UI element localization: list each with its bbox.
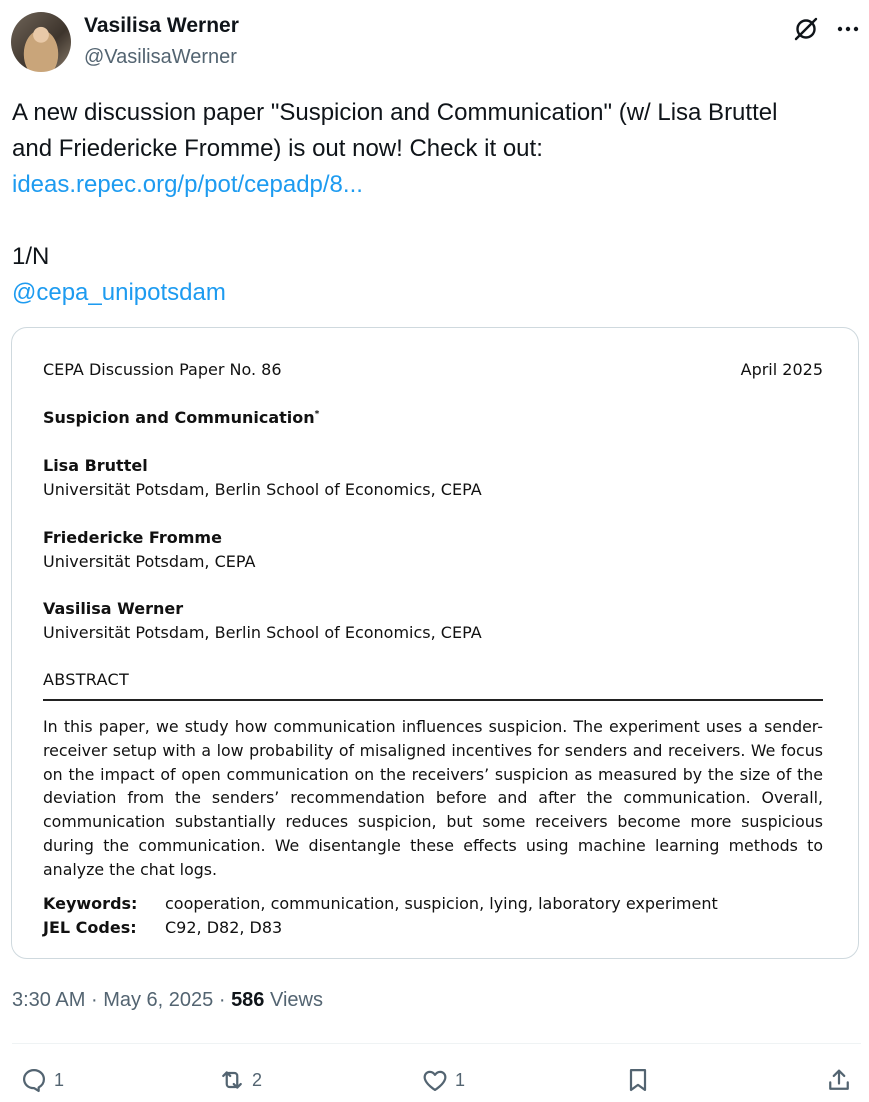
share-button[interactable]	[825, 1066, 853, 1094]
keywords-value: cooperation, communication, suspicion, lying, laboratory experiment	[165, 894, 718, 913]
title-footnote-mark: *	[314, 409, 320, 420]
like-count: 1	[455, 1069, 466, 1090]
reply-button[interactable]	[20, 1066, 64, 1094]
views-count: 586	[231, 989, 265, 1011]
tweet-text	[12, 95, 852, 311]
post-date[interactable]: May 6, 2025	[103, 989, 214, 1011]
author-affiliation: Universität Potsdam, Berlin School of Economics, CEPA	[43, 480, 482, 499]
thread-marker: 1/N	[12, 243, 50, 270]
more-icon[interactable]	[834, 15, 862, 43]
bookmark-icon	[624, 1066, 652, 1094]
reply-icon	[20, 1066, 48, 1094]
abstract-rule	[43, 699, 823, 701]
paper-link[interactable]: ideas.repec.org/p/pot/cepadp/8...	[12, 171, 363, 198]
like-button[interactable]	[421, 1066, 465, 1094]
avatar[interactable]	[11, 12, 71, 72]
author-name: Friedericke Fromme	[43, 528, 222, 547]
author-block	[43, 454, 482, 502]
tweet-timestamp: 3:30 AM · May 6, 2025 · 586 Views	[12, 989, 323, 1011]
jel-row	[43, 918, 282, 937]
author-affiliation: Universität Potsdam, CEPA	[43, 552, 256, 571]
paper-title: Suspicion and Communication*	[43, 408, 320, 427]
mention-link[interactable]: @cepa_unipotsdam	[12, 279, 226, 306]
paper-date: April 2025	[740, 360, 823, 379]
author-name: Vasilisa Werner	[43, 599, 184, 618]
repost-button[interactable]	[218, 1066, 262, 1094]
share-icon	[825, 1066, 853, 1094]
author-name: Lisa Bruttel	[43, 456, 148, 475]
display-name[interactable]: Vasilisa Werner	[84, 14, 239, 37]
author-block	[43, 526, 255, 574]
tweet-line-1: A new discussion paper "Suspicion and Communication" (w/ Lisa Bruttel	[12, 99, 778, 126]
abstract-heading: ABSTRACT	[43, 670, 130, 689]
tweet-line-2: and Friedericke Fromme) is out now! Check it out:	[12, 135, 543, 162]
views-label: Views	[270, 989, 323, 1011]
paper-image-card[interactable]	[11, 327, 859, 959]
repost-count: 2	[252, 1069, 263, 1090]
keywords-label: Keywords:	[43, 894, 138, 913]
like-icon	[421, 1066, 449, 1094]
abstract-text: In this paper, we study how communication influences suspicion. The experiment uses a sender-receiver setup with a low probability of misaligned incentives for senders and receivers. We focus on the impact of open communication on the receivers’ suspicion as measured by the size of the deviation from the senders’ recommendation before and after the communication. Overall, communication substantially reduces suspicion, but some receivers become more suspicious during the communication. We disentangle these effects using machine learning methods to analyze the chat logs.	[43, 717, 823, 879]
jel-label: JEL Codes:	[43, 918, 137, 937]
author-affiliation: Universität Potsdam, Berlin School of Economics, CEPA	[43, 623, 482, 642]
bookmark-button[interactable]	[624, 1066, 652, 1094]
user-handle[interactable]: @VasilisaWerner	[84, 46, 237, 68]
reply-count: 1	[54, 1069, 65, 1090]
grok-icon[interactable]	[792, 15, 820, 43]
divider	[12, 1043, 861, 1044]
jel-value: C92, D82, D83	[165, 918, 283, 937]
paper-series: CEPA Discussion Paper No. 86	[43, 360, 282, 379]
author-block	[43, 597, 482, 645]
keywords-row	[43, 894, 718, 913]
post-time[interactable]: 3:30 AM	[12, 989, 86, 1011]
repost-icon	[218, 1066, 246, 1094]
